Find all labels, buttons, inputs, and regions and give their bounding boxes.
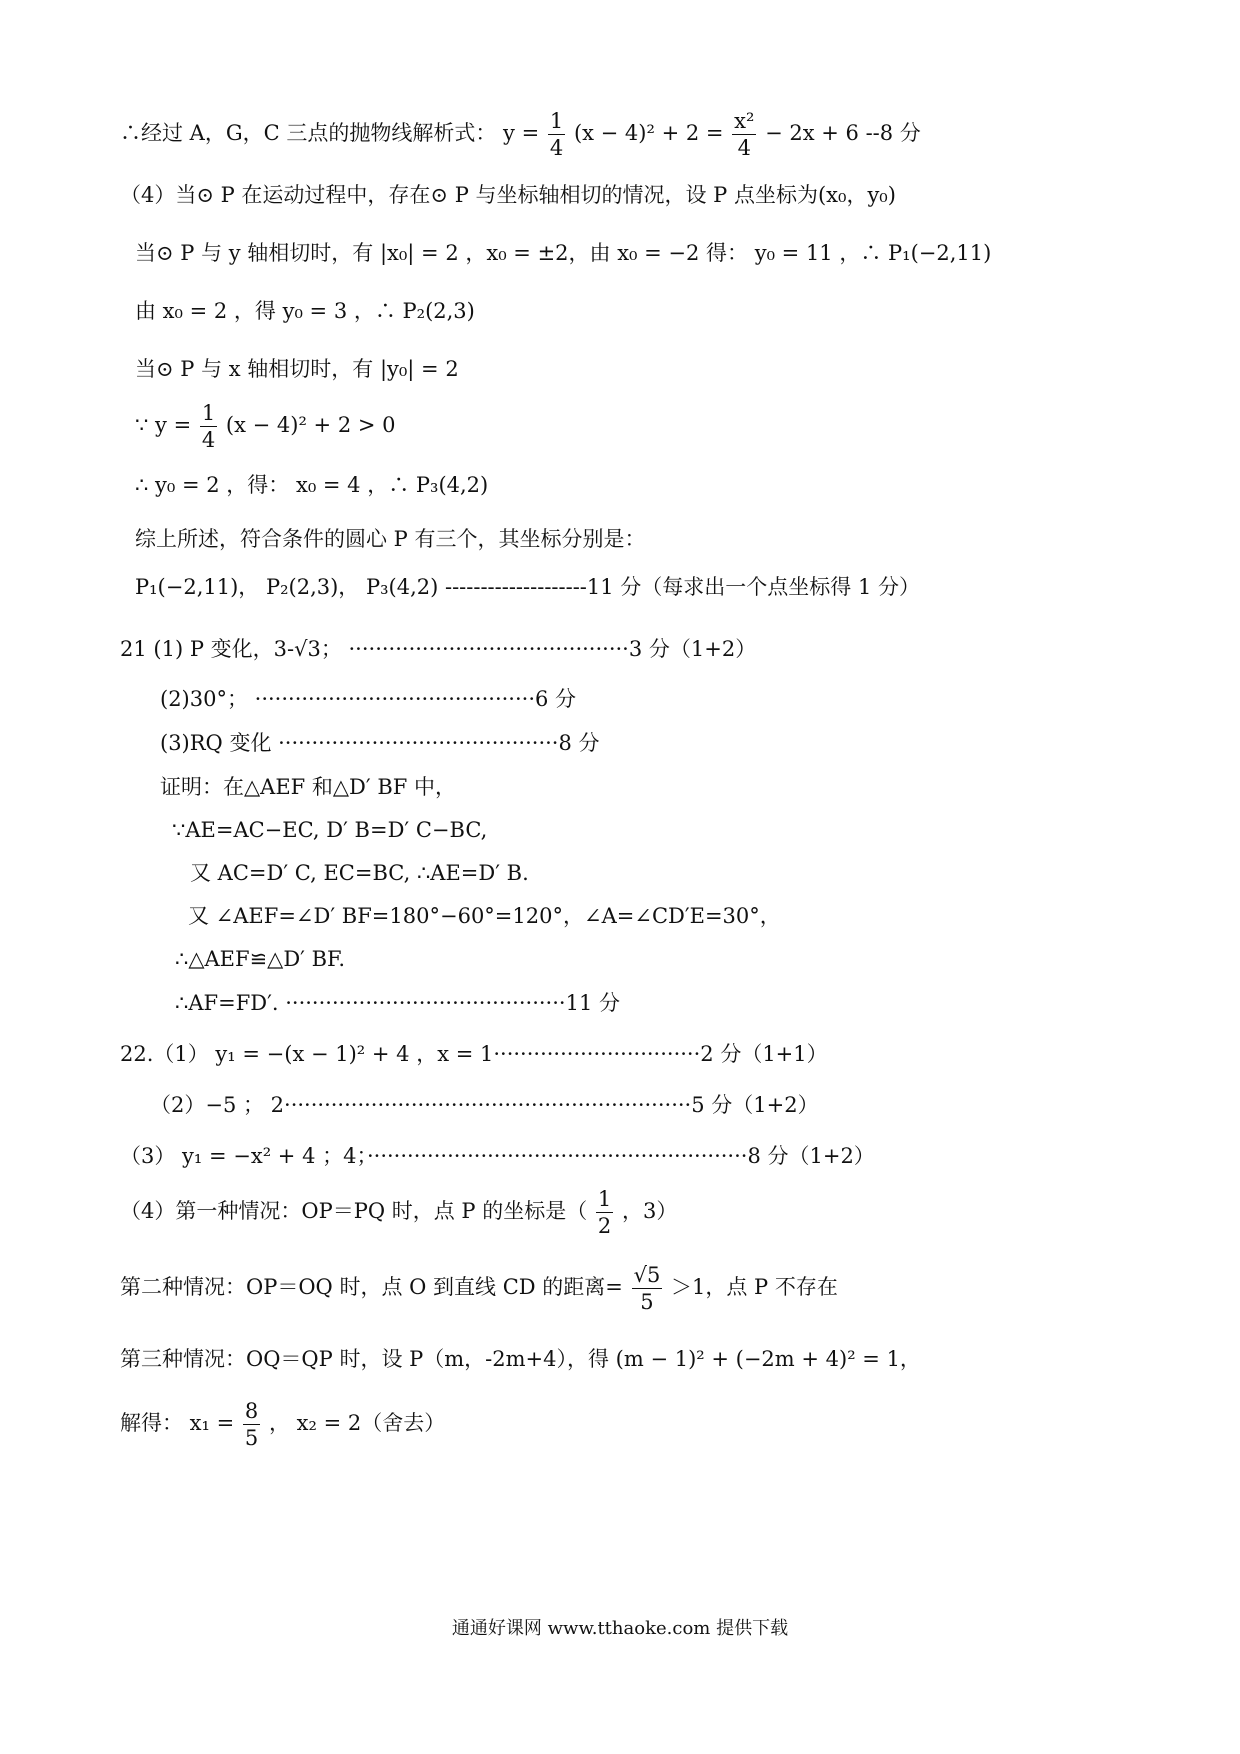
proof-line: 证明：在△AEF 和△D′ BF 中，	[160, 775, 456, 799]
fraction-denominator: 2	[597, 1214, 612, 1238]
problem-22-line: （2）−5 ； 2·····························································5 分（1+2）	[150, 1093, 819, 1117]
fraction-numerator: 1	[597, 1187, 612, 1211]
proof-line: ∵AE=AC−EC, D′ B=D′ C−BC,	[172, 818, 488, 842]
proof-line: ∴△AEF≌△D′ BF.	[175, 947, 346, 971]
fraction	[548, 108, 565, 161]
solution-line: 综上所述，符合条件的圆心 P 有三个，其坐标分别是：	[135, 527, 646, 551]
solution-line: 由 x₀ = 2 ，得 y₀ = 3 ，∴ P₂(2,3)	[135, 299, 475, 323]
fraction-denominator: 4	[549, 136, 564, 160]
solution-line: 当⊙ P 与 x 轴相切时，有 |y₀| = 2	[135, 357, 459, 381]
fraction-denominator: 5	[244, 1426, 259, 1450]
fraction	[200, 400, 217, 453]
problem-21-line: (3)RQ 变化 ··········································8 分	[160, 731, 600, 755]
line-text: 解得： x₁ =	[120, 1411, 235, 1435]
line-text: ∵ y =	[135, 413, 192, 437]
fraction-numerator: 8	[244, 1399, 259, 1423]
line-text: ， x₂ = 2（舍去）	[268, 1411, 446, 1435]
problem-22-line	[120, 1398, 445, 1451]
fraction	[732, 108, 756, 161]
problem-22-line	[120, 1262, 838, 1315]
problem-22-line: 第三种情况：OQ＝QP 时，设 P（m，-2m+4），得 (m − 1)² + (−2m + 4)² = 1，	[120, 1347, 921, 1371]
proof-line: 又 ∠AEF=∠D′ BF=180°−60°=120°，∠A=∠CD′E=30°，	[188, 904, 781, 928]
fraction-denominator: 4	[201, 428, 216, 452]
solution-line: ∴ y₀ = 2 ，得： x₀ = 4 ，∴ P₃(4,2)	[135, 473, 489, 497]
proof-line: 又 AC=D′ C, EC=BC, ∴AE=D′ B.	[190, 861, 529, 885]
fraction	[632, 1262, 663, 1315]
solution-line	[135, 400, 396, 453]
solution-line: 当⊙ P 与 y 轴相切时，有 |x₀| = 2 ，x₀ = ±2，由 x₀ = −2 得： y₀ = 11 ，∴ P₁(−2,11)	[135, 241, 992, 265]
proof-line: ∴AF=FD′. ··········································11 分	[175, 991, 620, 1015]
problem-22-line: （3） y₁ = −x² + 4 ；4；·························································8 分（1+2）	[120, 1144, 875, 1168]
line-text: ＞1，点 P 不存在	[671, 1275, 838, 1299]
line-text: y =	[503, 121, 540, 145]
solution-line: （4）当⊙ P 在运动过程中，存在⊙ P 与坐标轴相切的情况，设 P 点坐标为(x₀，y₀)	[120, 183, 896, 207]
fraction-numerator: 1	[201, 401, 216, 425]
problem-21-line: 21 (1) P 变化，3-√3； ··········································3 分（1+2）	[120, 637, 757, 661]
page-footer: 通通好课网 www.tthaoke.com 提供下载	[451, 1618, 789, 1639]
line-text: (x − 4)² + 2 =	[573, 121, 724, 145]
line-text: 第二种情况：OP＝OQ 时，点 O 到直线 CD 的距离=	[120, 1275, 623, 1299]
solution-line: P₁(−2,11)， P₂(2,3)， P₃(4,2) --------------------11 分（每求出一个点坐标得 1 分）	[135, 575, 920, 599]
line-text: ∴经过 A，G，C 三点的抛物线解析式：	[120, 121, 497, 145]
line-text: − 2x + 6 --8 分	[765, 121, 921, 145]
fraction-denominator: 5	[640, 1290, 654, 1314]
fraction-numerator: x²	[734, 109, 755, 133]
problem-21-line: (2)30°； ··········································6 分	[160, 687, 577, 711]
line-text: (x − 4)² + 2 > 0	[225, 413, 396, 437]
problem-22-line	[120, 1186, 677, 1239]
fraction-numerator: 1	[549, 109, 564, 133]
fraction	[596, 1186, 613, 1239]
problem-22-line: 22.（1） y₁ = −(x − 1)² + 4 ，x = 1·······························2 分（1+1）	[120, 1042, 828, 1066]
fraction	[243, 1398, 260, 1451]
line-text: ，3）	[621, 1199, 678, 1223]
fraction-numerator: √5	[633, 1263, 661, 1287]
line-text: （4）第一种情况：OP＝PQ 时，点 P 的坐标是（	[120, 1199, 588, 1223]
parabola-equation-line	[120, 108, 921, 161]
fraction-denominator: 4	[737, 136, 751, 160]
